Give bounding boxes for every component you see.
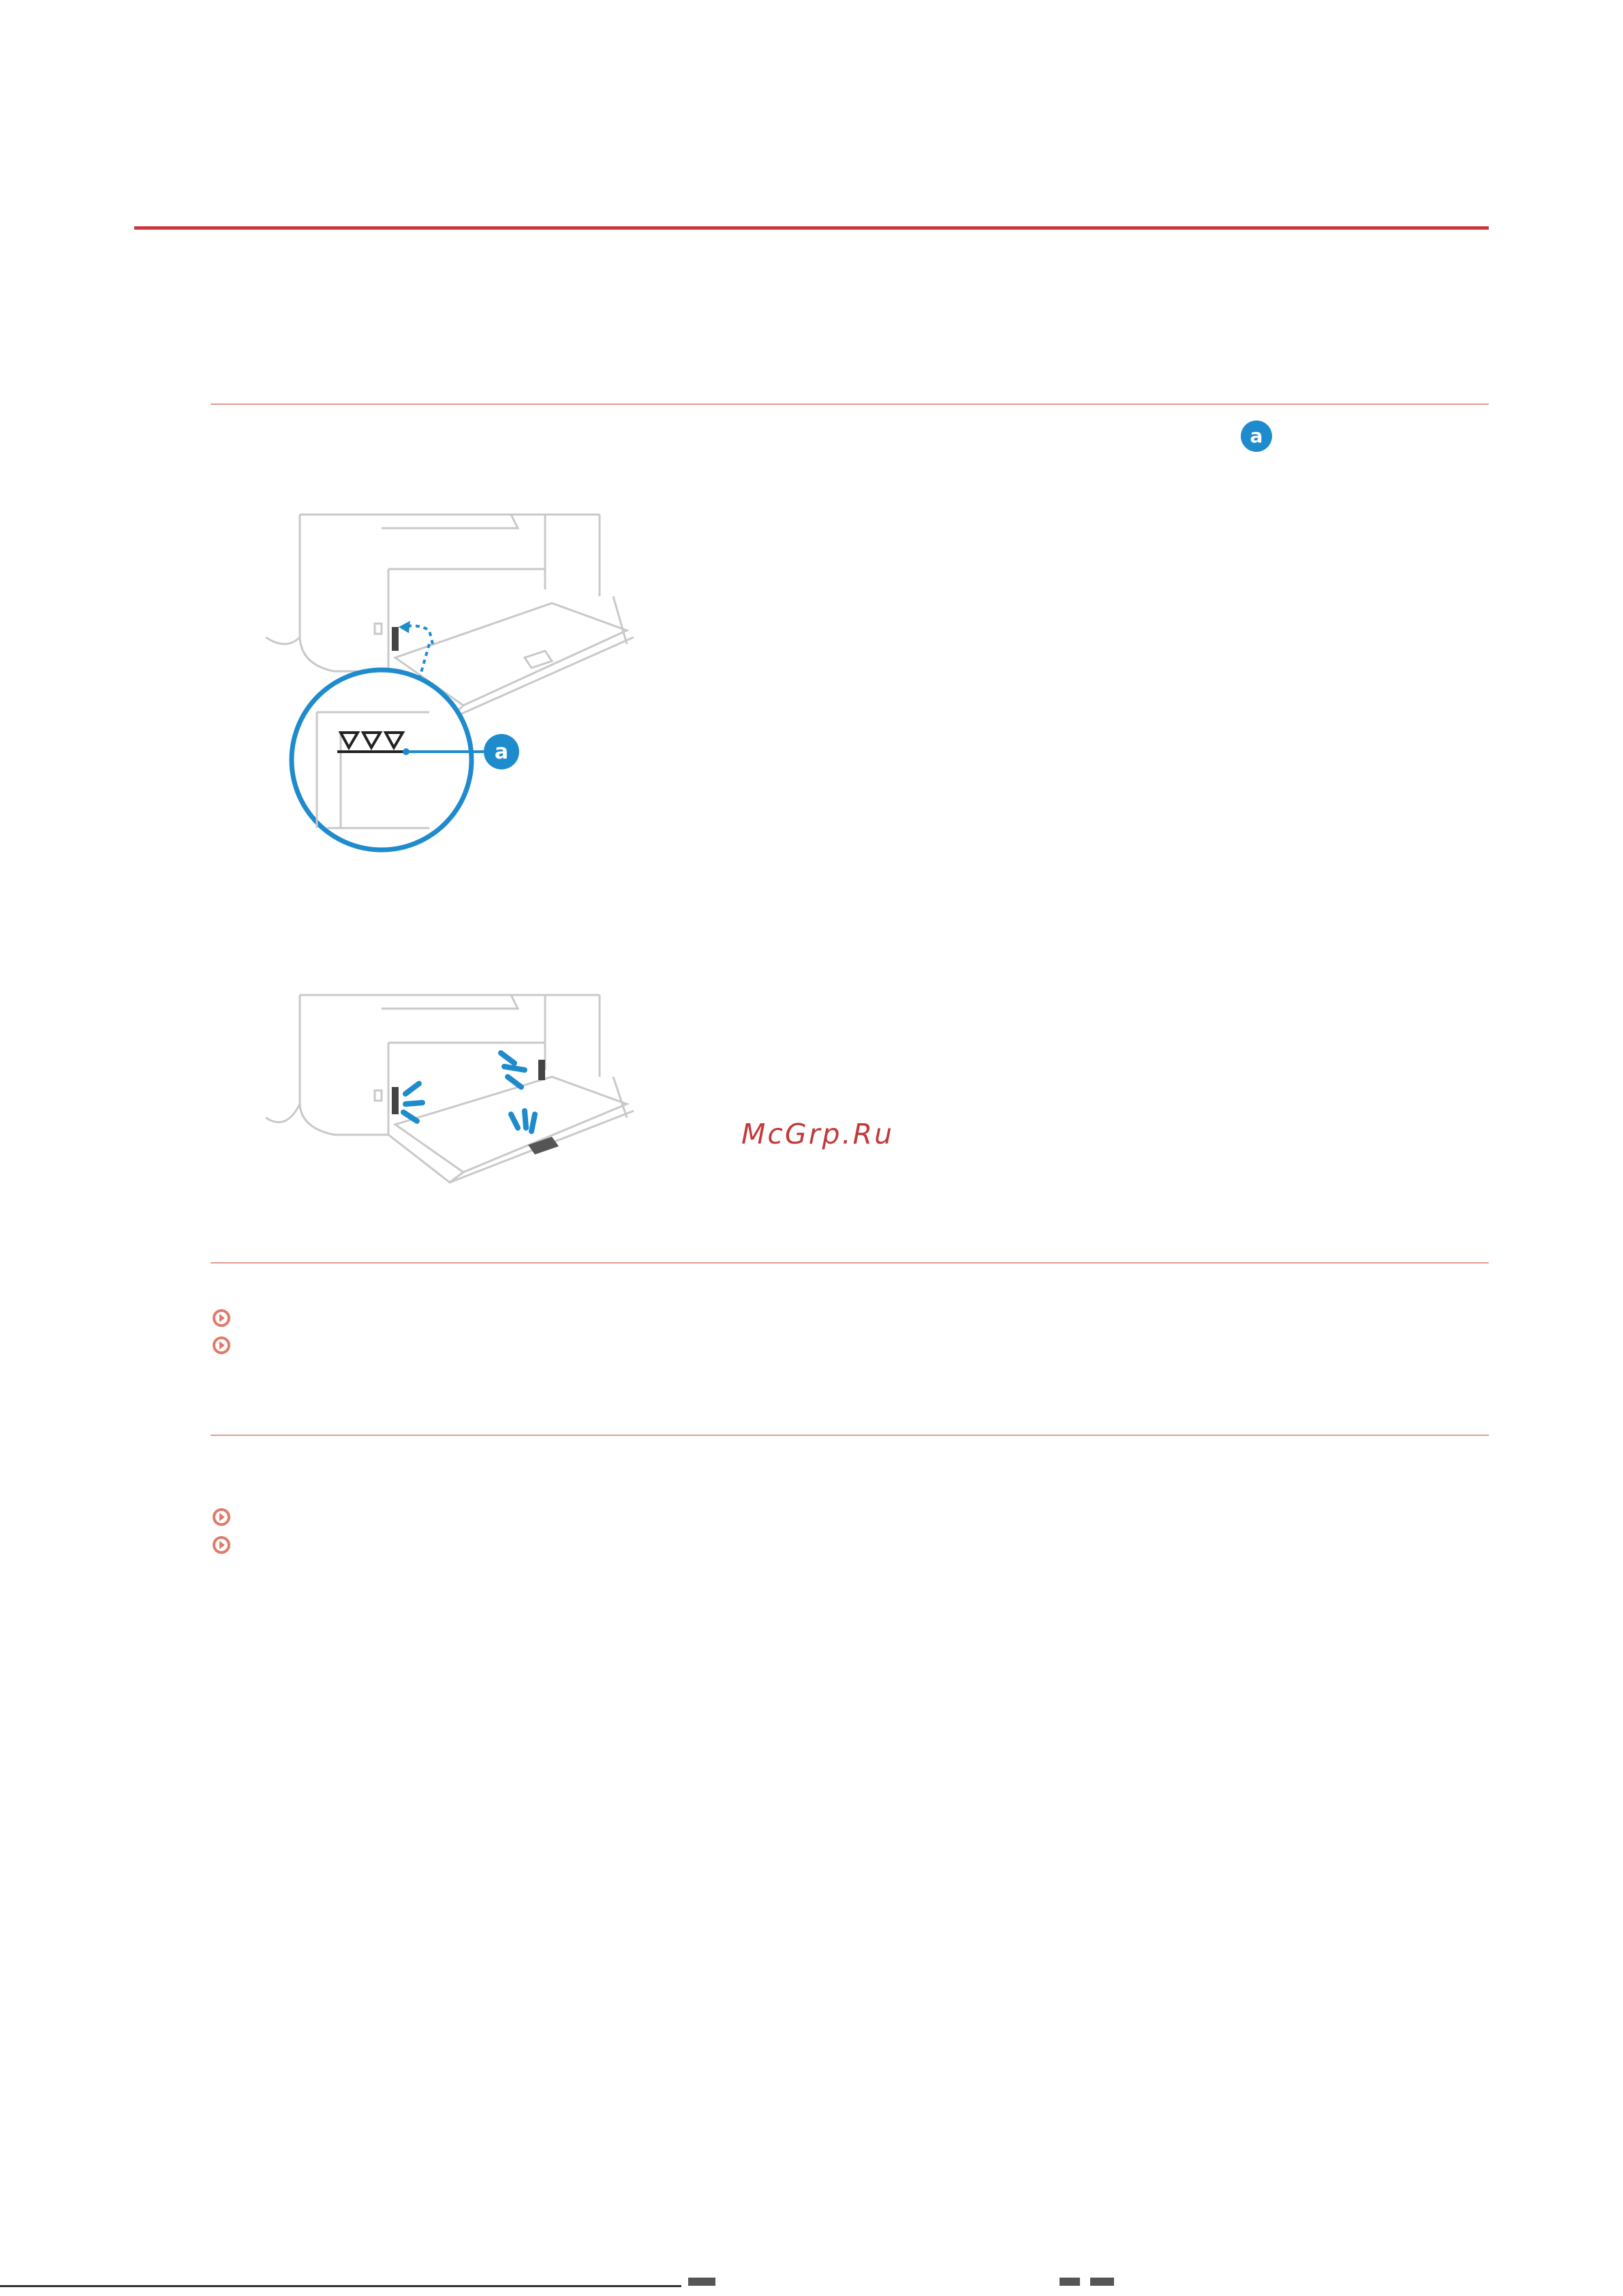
watermark-text: McGrp.Ru: [741, 1118, 895, 1150]
link-arrow-icon[interactable]: [212, 1507, 231, 1527]
callout-a-icon: [1240, 420, 1273, 453]
paper-guides-figure: [259, 988, 640, 1193]
link-arrow-icon[interactable]: [212, 1308, 231, 1328]
footer-fragment: [1090, 2278, 1114, 2286]
header-rule: [134, 226, 1489, 230]
section-divider-3: [211, 1435, 1489, 1436]
link-arrow-icon[interactable]: [212, 1336, 231, 1355]
svg-text:a: a: [494, 740, 509, 764]
paper-limit-figure: [259, 508, 640, 862]
footer-fragment: [688, 2278, 715, 2286]
section-divider-1: [211, 403, 1489, 405]
link-arrow-icon[interactable]: [212, 1535, 231, 1555]
footer-line: [0, 2285, 681, 2287]
footer-fragment: [1060, 2278, 1080, 2286]
svg-text:a: a: [1250, 425, 1263, 447]
section-divider-2: [211, 1262, 1489, 1264]
